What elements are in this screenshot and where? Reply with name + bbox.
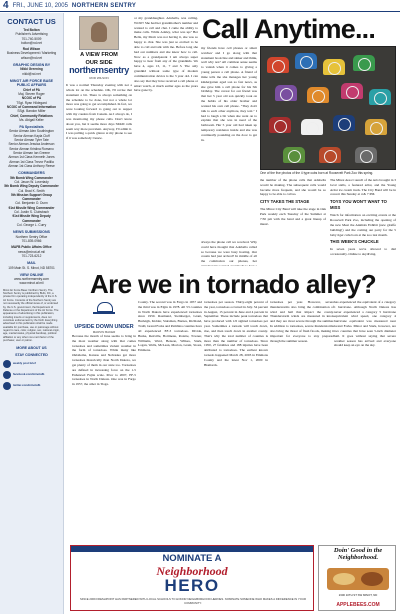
connected-heading: STAY CONNECTED xyxy=(15,352,48,357)
column-text: or my granddaughter. Adabella, was calling. WOW! She had her grandmother's number and wanted to call and chat. I came the ability to make calls. While Adaley, what was up? Her Bella, my Mom was not having it, she was so happy to chat. She was just so excited to be able to call and talk with me. Before long she had our numbers and she knew how to call. Now as a grandparent I am always super happy to hear from any of the grandkids. We have 4, ages 13, 11, 7 and 3. The only grandkid without some type of modern communication device is the 3 year old. I can also say that they have received a cell phone or smart watch, at much earlier ages as the years have gone by. xyxy=(134,16,198,93)
toys-subhead: TOYS YOU WON'T WANT TO MISS xyxy=(330,199,387,211)
pa-heading: PA Specialists xyxy=(19,125,44,130)
news-sub: Northern Sentry Office xyxy=(15,234,48,239)
social-label: weekly post brief xyxy=(13,361,36,366)
call-text: In seven years we're allowed to dial occasionally. Online to skydiving. xyxy=(330,247,396,257)
contact-name: Rod Wilson xyxy=(22,47,41,52)
rotary-phone-icon xyxy=(365,119,387,135)
more-heading: MORE ABOUT US xyxy=(16,345,47,350)
pa-line: Senior Airman Tyler Tate xyxy=(14,138,49,143)
minot-line: NCOIC of Command Information xyxy=(6,104,57,109)
commander-name: Col. Justin S. Clubsbach xyxy=(14,210,49,215)
northernsentry-logo: northernsentry xyxy=(69,65,129,76)
page-date: FRI., JUNE 10, 2005 xyxy=(12,2,68,9)
contact-heading: CONTACT US xyxy=(7,17,56,26)
chuckle-subhead: THIS WEEK'S CHUCKLE xyxy=(330,239,379,245)
pa-line: Airman 1st Class Kenneth Jones xyxy=(8,155,55,160)
rotary-phone-icon xyxy=(275,85,297,101)
ad-brand[interactable]: APPLEBEES.COM xyxy=(336,602,380,608)
rotary-phone-icon xyxy=(307,87,329,103)
minot-line: NCOIC of PA xyxy=(21,96,42,101)
photo-caption: One of the five photos of the 4 type cubs born at Roosevelt Park Zoo this spring. xyxy=(260,171,374,175)
columnist-photo xyxy=(79,16,119,50)
ad-line-nominate: NOMINATE A xyxy=(162,553,222,564)
social-row[interactable] xyxy=(3,371,60,379)
column-text: has experienced the equivalent of a category 1 hurricane. Although North Dakota has never experienced a category 5 hurricane equivalent wind speed, one category 4 hurricane equivalent was measured near Grand Forks. Minot and Stark, however, are two counties that have seen 5-inch diameter hail. It goes without saying that severe weather season has arrived and everyone should keep an eye on the sky. xyxy=(334,300,396,348)
twitter-icon xyxy=(3,382,11,390)
city-stage-subhead: CITY TAKES THE STAGE xyxy=(260,199,310,205)
commander-unit: 5th Mission Support Group Commander xyxy=(10,192,53,202)
pa-line: Senior Airman Jessica Anderson xyxy=(8,142,55,147)
mafb-email[interactable]: news@minot.af.mil xyxy=(18,249,45,254)
commander-name: Col. George L. Curry xyxy=(16,223,47,227)
ad-fine-print: SINCE 2009 FRESHPOINT HAS PARTNERED WITH LOCAL SCHOOLS TO HONOR NEIGHBORHOOD HEROES. NOMINATE SOMEONE WHO MAKES A DIFFERENCE IN YOUR COMMUNITY. xyxy=(80,597,306,605)
view-site[interactable]: www.northernsentry.com xyxy=(14,277,49,282)
commander-unit: 91st Missile Wing Deputy Commander xyxy=(12,214,51,223)
view-byline: ROD WILSON xyxy=(89,76,109,81)
call-text: The Minot City Band will take the stage in Oak Park weekly each Tuesday of the Summer at 7:30 pm with the band and a great lineup of music. xyxy=(260,207,326,226)
globe-icon xyxy=(3,360,11,368)
call-text: the number of the phone calls that Adabella would be making. The subsequent calls would become more frequent, and she would be so happy to be able to call us. xyxy=(260,178,326,197)
contact-phone: 701-740-5009 xyxy=(21,36,42,41)
contact-role: Business Development / Marketing xyxy=(6,51,57,56)
pa-line: Senior Airman Alex Southington xyxy=(9,129,54,134)
ad-address: 2300 10TH ST SW MINOT, ND xyxy=(338,593,378,597)
rotary-phones-photo xyxy=(260,46,396,170)
pa-line: Senior Airman Kayla Cluff xyxy=(13,133,50,138)
graphic-name: Nikki Greening xyxy=(20,67,43,72)
rotary-phone-icon xyxy=(341,83,363,99)
commander-unit: 5th Bomb Wing Deputy Commander xyxy=(4,184,59,189)
ad-headline: Doin' Good in the Neighborhood. xyxy=(333,547,383,561)
minot-line: Ms. Abigail Keller xyxy=(19,117,44,122)
column-text: tornadoes per year. However, severe thunderstorms also bring the combination of wind and hail that impact the county. Thunderstorm winds are measured in knots and they are most severe through the summer. In addition to tornadoes, severe thunderstorms also bring the threat of flash floods, making it important for everyone to stay prepared through the summer season. xyxy=(270,300,334,343)
graphic-email[interactable]: nikki@nd.net xyxy=(22,71,41,76)
fine-print: Minot Air Force Base: Northern Sentry. The Northern Sentry is published by BHG, DC, a private firm operating independently of the U.S. Air Force. Contents of the Northern Sentry are not necessarily the official views of, or endorsed by, the U.S. government, the Department of Defense or the Department of the Air Force. The appearance of advertising in this publication, including inserts or supplements, does not constitute endorsement by the DoD. Everything advertised in this publication shall be made available for purchase, use or patronage without regard to race, color, religion, sex, national origin, age, marital status, physical handicap, political affiliation or any other non-merit factor of the purchaser, user or patron. xyxy=(3,288,60,343)
umbrella-icon xyxy=(93,300,115,314)
mafb-phone: 701-723-6212 xyxy=(21,253,42,258)
minot-line: Chief of PA xyxy=(23,87,40,92)
view-body: It was a normal Thursday evening with not a whole lot on the schedule. OK, I'll revise that statement a bit. There is always something on the schedule to be done, but not a whole lot more was going to get accomplished. In fact, we were looking forward to going out to supper with my cousins from Canada. As I always do, I was monitoring my phone calls. Don't know about you, but it seems more days SPAM calls seem way more prevalent. Anyway, I'll admit it. I was pulling a quick glance at my phone to see if it was somebody I knew. xyxy=(66,83,132,141)
commander-unit: 91st Missile Wing Commander xyxy=(8,205,55,210)
rotary-phone-icon xyxy=(319,147,341,163)
graphic-heading: GRAPHIC DESIGN BY xyxy=(12,63,51,68)
news-heading: NEWS SUBMISSIONS xyxy=(13,230,50,235)
commanders-heading: COMMANDERS xyxy=(18,171,45,176)
tornado-headline: Are we in tornado alley? xyxy=(89,269,377,299)
contact-email[interactable]: wilson@nd.net xyxy=(21,55,42,60)
ad-strip xyxy=(71,546,313,552)
section-title: UPSIDE DOWN UNDER xyxy=(74,324,134,330)
contact-email[interactable]: bolton@nd.net xyxy=(21,40,42,45)
column-text: Because the month of June seems to bring in the most weather along with that comes tornadoes and sometimes violent weather in the form of tornadoes. While many like Oklahoma, Kansas and Nebraska get more tornadoes historically than North Dakota, we get plenty of them in our state too. Tornadoes are defined in increasing force on the 1-5 Enhanced Fujita scale. Prior to 2007, EF-5 tornadoes in North Dakota. One was in Fargo in 1957, the other in Tioga. xyxy=(72,334,136,387)
minot-line: TSgt. Ryan Hildegard xyxy=(16,100,47,105)
view-site[interactable]: www.minot.af.mil xyxy=(19,281,44,286)
upside-down-under-logo xyxy=(74,300,134,334)
commander-name: Col. Brad K. Smith xyxy=(18,188,45,193)
rotary-phone-icon xyxy=(323,59,345,75)
neighborhood-hero-ad[interactable] xyxy=(70,545,314,611)
ad-line-hero: HERO xyxy=(164,576,220,595)
rotary-phone-icon xyxy=(267,57,289,73)
social-row[interactable] xyxy=(3,360,60,368)
rotary-phone-icon xyxy=(283,147,305,163)
facebook-icon xyxy=(3,371,11,379)
pa-line: Senior Airman Ian Greene xyxy=(13,151,50,155)
contact-role: Publisher's Advertising xyxy=(15,32,48,37)
column-text xyxy=(330,178,396,268)
column-text: tornadoes per season. Thirty-eight percent of the year, tornadoes occurred in July. 34 percent in August, 15 percent in June and 4 percent in September. These include peak tornadoes that have produced with 1/6 sighted tornadoes per year. Sometimes a tornado will touch down, rise, and then touch down in another county. That's why the total number of counties is more than the number of tornadoes. Since 1950, 27 fatalities and 188 injuries have been attributed to tornadoes. The earliest known tornado happened March 28, 2003 in Emmons County and the latest Nov 1, 2000 in Bismarck. xyxy=(204,300,268,367)
minot-heading: MINOT AIR FORCE BASE PUBLIC AFFAIRS xyxy=(9,79,54,88)
commander-unit: 5th Bomb Wing Commander xyxy=(10,175,53,180)
sidebar xyxy=(0,13,64,614)
pa-line: Airman 1st Class Trevor Padilla xyxy=(9,159,54,164)
social-label: twitter.com/minotafb xyxy=(13,383,41,388)
minot-line: Chief, Community Relations xyxy=(10,113,53,118)
commander-name: Col. Benjamin O. Dunn xyxy=(15,201,48,206)
section-byline: MARVIN BAKER xyxy=(92,330,116,334)
social-label: facebook.com/minotafb xyxy=(13,372,45,377)
food-photo xyxy=(327,568,389,590)
minot-line: Maj. Steven Roger xyxy=(18,91,45,96)
view-title-bottom: OUR SIDE xyxy=(85,60,113,67)
social-row[interactable] xyxy=(3,382,60,390)
column-text: my friends have cell phones or smart watches' and I go along with that statement book line and sinker and think, well why not? All common sense seems to vanish when it comes to giving a young person a cell phone. A friend of mine tells me she manages her young kindergarten aged son so fast news, as she gave him a cell phone for his 5th birthday. The caveat for our friend was that her 5 year old son quickly took on the habits of his older brother and wanted his own cell phone. "They don't talk to each other anymore, they text." I had to laugh a bit when she went on to explain that she was in need of the bathroom. Her 5 year old had taken up temporary residence inside and she was continually pounding on the door to get in. xyxy=(201,46,257,142)
rotary-phone-icon xyxy=(269,117,291,133)
call-text: The Minot Area Council of the Arts brought in 3 local stalls, a featured artist, and the Young Artist ice cream truck. The City Band will be in concert this Sunday at 4 & 7 PM. xyxy=(330,178,396,197)
column-text xyxy=(260,178,326,268)
page-header xyxy=(0,0,400,12)
column-text: always the phone call we received. Why could have thought that Adabella called so because we were busy hosting. Our cousin had just arrived? In middle of all the commotion our phones, her xyxy=(201,240,257,264)
view-column xyxy=(66,16,132,266)
ad-line-neighborhood: Neighborhood xyxy=(156,564,228,578)
rotary-phone-icon xyxy=(301,119,323,135)
column-text: County. The second was in Fargo in 1957 and the third was in Elgin in 1978. All 53 counties in North Dakota have experienced tornadoes since 1950. Rasmund, Steinberger, Grant, Burleigh, Kidder, Stutsman, Barnes, Richland, Traill, Grand Forks and Pembina counties have all experienced EF-3 tornadoes. Divide, Burke, Renville, Bottineau, Rolette, Towner, Williams, Ward, Benson, Wilkes, Stark, Logan, Wells, McLean, Morton, Grant, Sioux, Emmons. xyxy=(138,300,202,353)
mail-heading: MAIL xyxy=(27,261,36,266)
applebees-ad[interactable] xyxy=(318,545,396,611)
minot-line: SSgt. Bandon Miller xyxy=(17,109,46,114)
commander-name: Col. Jason W. Loverlady xyxy=(14,179,49,184)
call-text: Watch for information on exciting events at the Roosevelt Park Zoo, including the opening of the new Meet the Animals Exhibit (new giraffe building!) and the coming out party for the 5 baby tiger cubs born at the zoo last month. xyxy=(330,213,396,237)
paper-name: NORTHERN SENTRY xyxy=(71,2,137,9)
pa-line: Senior Airman Kristina Romano xyxy=(9,146,54,151)
call-anytime-headline: Call Anytime... xyxy=(202,14,376,44)
rotary-phone-icon xyxy=(353,55,375,71)
news-phone: 701-839-0966 xyxy=(21,238,42,243)
rotary-phone-icon xyxy=(295,53,317,69)
pa-line: Airman 1st Class Anthony Reese xyxy=(8,163,55,168)
mail-address: 109 Main St. S. Minot, ND 58701 xyxy=(8,265,55,270)
rotary-phone-icon xyxy=(333,115,355,131)
contact-name: Ted Bolton xyxy=(23,27,40,32)
mafb-heading: MAFB Public Affairs Office xyxy=(11,245,52,250)
view-title-top: A VIEW FROM xyxy=(80,52,118,58)
view-heading: VIEW ONLINE xyxy=(19,272,44,277)
rotary-phone-icon xyxy=(369,89,391,105)
rotary-phone-icon xyxy=(355,147,377,163)
page-number: 4 xyxy=(3,0,9,11)
